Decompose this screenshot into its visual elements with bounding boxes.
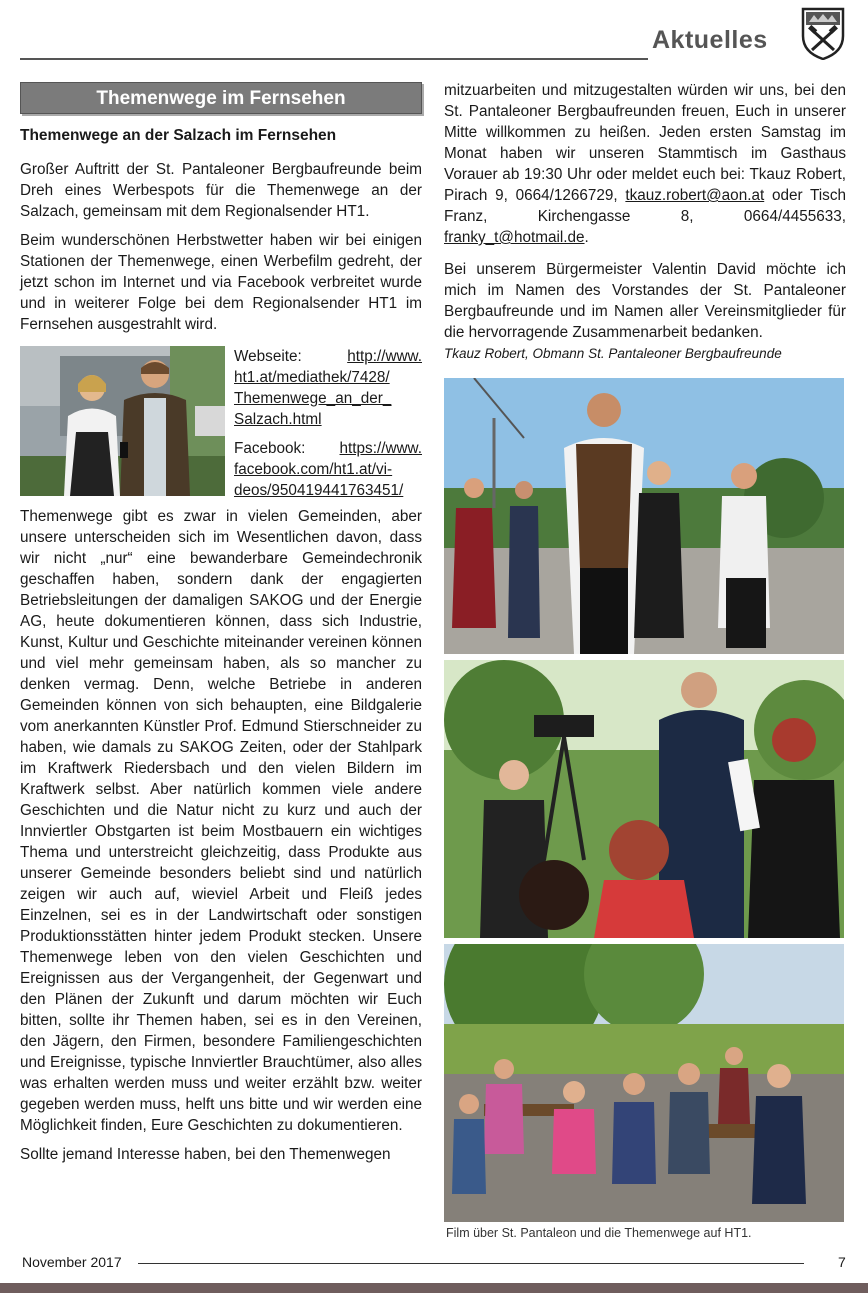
website-link-part1[interactable]: http://www. — [347, 348, 422, 365]
email-link-tkauz[interactable]: tkauz.robert@aon.at — [625, 187, 765, 204]
links-box — [234, 346, 422, 500]
signature: Tkauz Robert, Obmann St. Pantaleoner Bergbaufreunde — [444, 346, 782, 361]
left-column — [20, 82, 422, 1165]
paragraph-themenwege: Themenwege gibt es zwar in vielen Gemeinden, aber unsere unterscheiden sich im Wesentlichen davon, dass wir nicht „nur“ eine bewanderbare Gemeindechronik geschaffen haben, sondern dank der engagierten Betriebsleitungen der damaligen SAKOG und der Energie AG, heute dokumentieren können, dass sich Industrie, Kunst, Kultur und Geschichte miteinander vereinen können und viel mehr gemeinsam haben, als so mancher zu denken vermag. Denn, welche Betriebe in anderen Gemeinden können von sich behaupten, eine Bildgalerie vom anerkannten Künstler Prof. Edmund Stierschneider zu haben, wie damals zu SAKOG Zeiten, oder der Stahlpark im Kraftwerk Riedersbach und den vielen Bildern im Kraftwerk selbst. Aber natürlich kommen viele andere Geschichten und die Natur nicht zu kurz und auch der Innviertler Obstgarten ist beim Mostbauern ein wichtiges Thema und unterstreicht gleichzeitig, dass Produkte aus unserer Gemeinde besonders beliebt sind und natürlich zeigen wir auch auf, wieviel Arbeit und Fleiß jedes Einzelnen, sei es in der Landwirtschaft oder sonstigen Produktionsstätten hinter jedem Produkt stecken. Unsere Themenwege leben von den vielen Geschichten und Ereignissen aus der Vergangenheit, der Gegenwart und den Plänen der Zukunft und darum möchten wir Euch bitten, sollte ihr Themen haben, sei es in den Vereinen, den Jägern, den Firmen, besondere Familiengeschichten und Ereignisse, typische Innviertler Brauchtümer, also alles was erhalten werden muss und weiter erzählt bzw. weiter gegeben werden muss, helft uns bitte und wir werden eine Möglichkeit finden, Eure Geschichten zu dokumentieren. — [20, 508, 422, 1134]
contact-text: mitzuarbeiten und mitzugestalten würden wir uns, bei den St. Pantaleoner Bergbaufreunden freuen, Euch in unserer Mitte willkommen zu heißen. Jeden ersten Samstag im Monat haben wir unseren Stammtisch im Gasthaus Vorauer ab 19:30 Uhr oder meldet euch bei: Tkauz Robert, Pirach 9, 0664/1266729, — [444, 82, 846, 204]
photo-caption: Film über St. Pantaleon und die Themenwege auf HT1. — [446, 1226, 752, 1240]
header-rule — [20, 58, 648, 60]
website-link-part3[interactable]: Themenwege_an_der_ — [234, 390, 392, 407]
photo-group-gathering — [444, 944, 844, 1222]
page-number: 7 — [838, 1254, 846, 1270]
website-label: Webseite: — [234, 348, 302, 365]
website-link-part4[interactable]: Salzach.html — [234, 411, 322, 428]
facebook-label: Facebook: — [234, 440, 306, 457]
paragraph-weather: Beim wunderschönen Herbstwetter haben wir bei einigen Stationen der Themenwege, einen Werbefilm gedreht, der jetzt schon im Internet und via Facebook verbreitet wurde und in weiterer Folge bei dem Regionalsender HT1 im Fernsehen ausgestrahlt wird. — [20, 232, 422, 333]
website-link-part2[interactable]: ht1.at/mediathek/7428/ — [234, 369, 390, 386]
bottom-edge-bar — [0, 1283, 868, 1293]
right-column — [444, 80, 846, 363]
paragraph-interest-start: Sollte jemand Interesse haben, bei den Themenwegen — [20, 1146, 391, 1163]
footer-rule — [138, 1263, 804, 1264]
photo-hiking-group — [444, 378, 844, 654]
article-subtitle: Themenwege an der Salzach im Fernsehen — [20, 127, 337, 144]
contact-text-end: . — [584, 229, 589, 246]
media-row — [20, 346, 422, 500]
paragraph-intro: Großer Auftritt der St. Pantaleoner Bergbaufreunde beim Dreh eines Werbespots für die Themenwege an der Salzach, gemeinsam mit dem Regionalsender HT1. — [20, 161, 422, 220]
facebook-link-part1[interactable]: https://www. — [339, 440, 422, 457]
contact-text-mid: oder Tisch Franz, Kirchengasse 8, 0664/4455633, — [444, 187, 846, 225]
article-banner: Themenwege im Fernsehen — [20, 82, 422, 114]
paragraph-interest-cont — [444, 80, 846, 248]
section-title: Aktuelles — [652, 26, 768, 54]
municipal-crest-icon — [800, 6, 846, 60]
email-link-franky[interactable]: franky_t@hotmail.de — [444, 229, 585, 246]
facebook-link-part2[interactable]: facebook.com/ht1.at/vi- — [234, 461, 393, 478]
photo-interview — [20, 346, 225, 496]
photo-film-crew — [444, 660, 844, 938]
footer-date: November 2017 — [22, 1254, 122, 1270]
paragraph-thanks: Bei unserem Bürgermeister Valentin David möchte ich mich im Namen des Vorstandes der St. Pantaleoner Bergbaufreunde und im Namen aller Vereinsmitglieder für die hervorragende Zusammenarbeit bedanken. — [444, 261, 846, 341]
facebook-link-part3[interactable]: deos/950419441763451/ — [234, 482, 404, 499]
